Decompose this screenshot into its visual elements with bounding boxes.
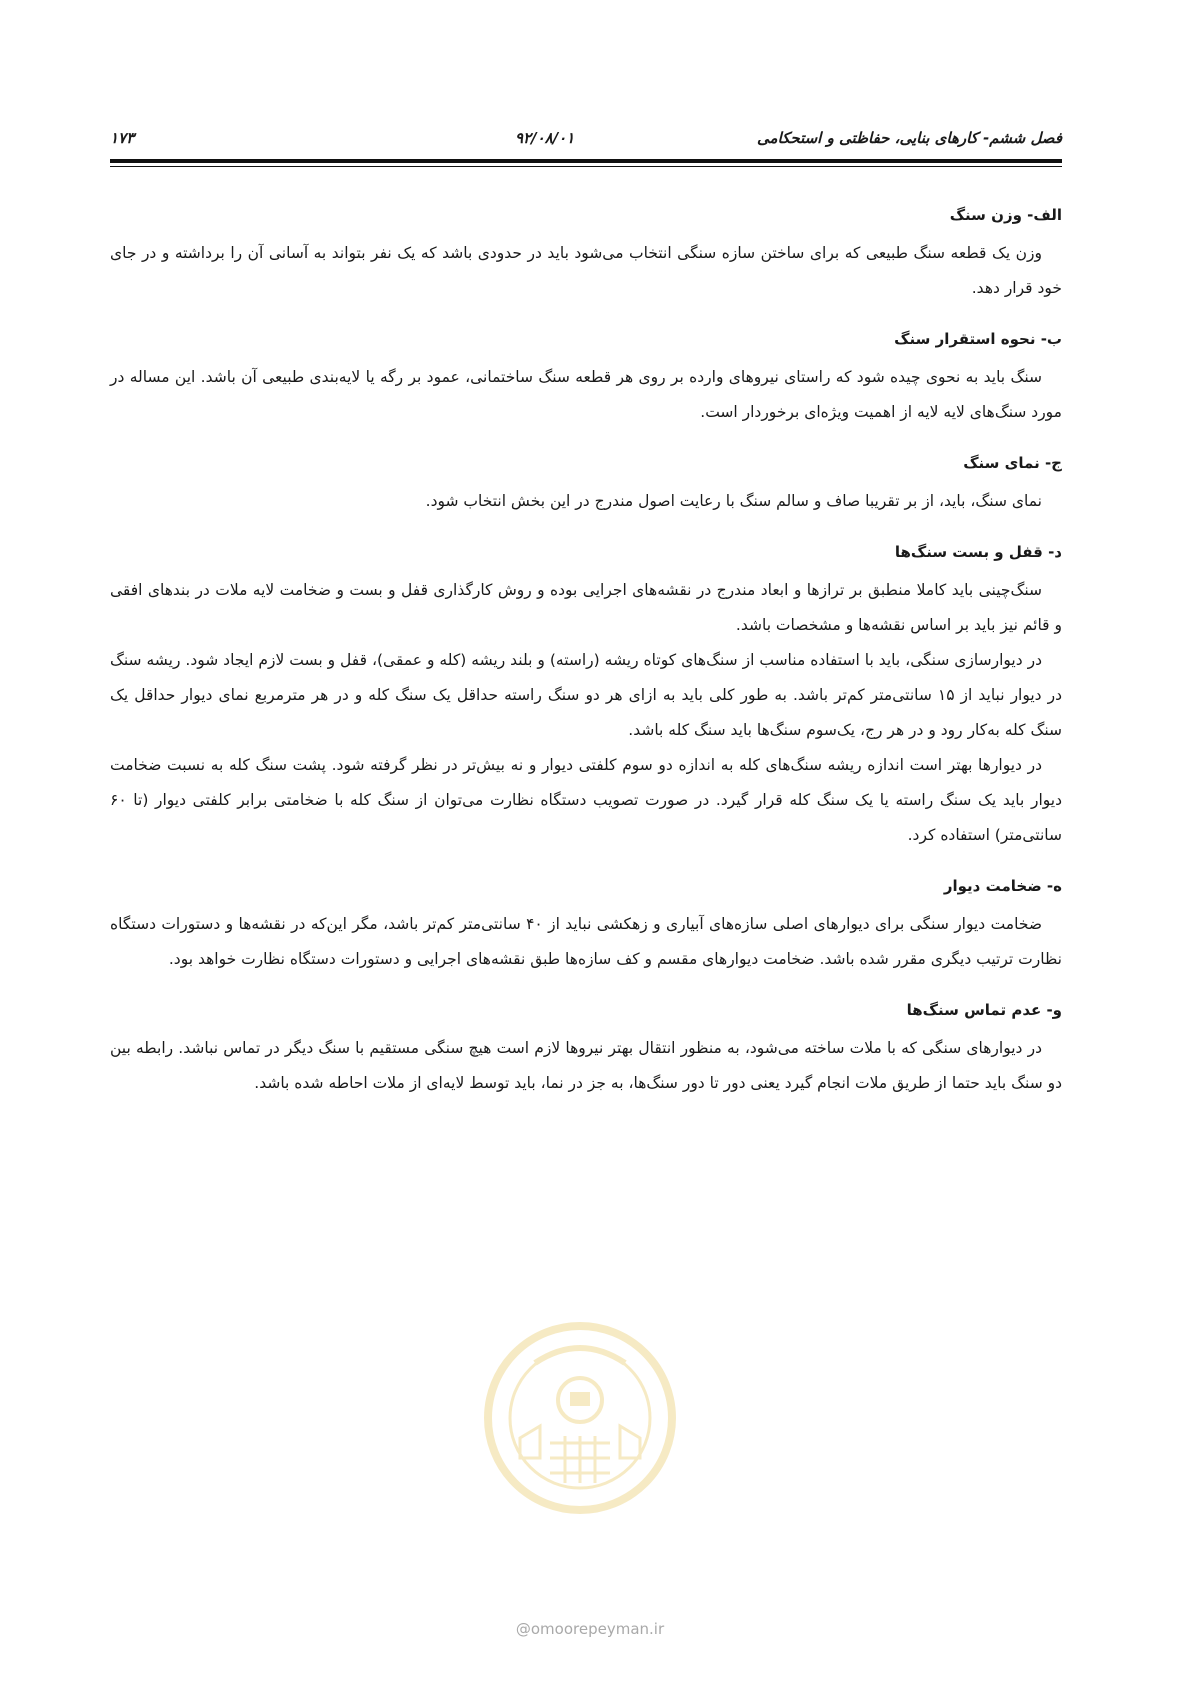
- section-title: د- قفل و بست سنگ‌ها: [894, 543, 1062, 561]
- watermark-text: @omoorepeyman.ir: [515, 1620, 665, 1638]
- paragraph: در دیوارهای سنگی که با ملات ساخته می‌شود، به منظور انتقال بهتر نیروها لازم است هیچ سنگی مستقیم با سنگ دیگر در تماس نباشد. رابطه بین دو سنگ باید حتما از طریق ملات انجام گیرد یعنی دور تا دور سنگ‌ها، به جز در نما، باید توسط لایه‌ای از ملات احاطه شده باشد.: [110, 1039, 1062, 1092]
- section-title: ه- ضخامت دیوار: [943, 877, 1062, 895]
- page-number: ۱۷۳: [110, 129, 135, 147]
- section-thickness: [110, 871, 1062, 977]
- section-no-contact: [110, 995, 1062, 1101]
- paragraph: وزن یک قطعه سنگ طبیعی که برای ساختن سازه سنگی انتخاب می‌شود باید در حدودی باشد که یک نفر بتواند به آسانی آن را برداشته و در جای خود قرار دهد.: [110, 244, 1062, 297]
- paragraph: ضخامت دیوار سنگی برای دیوارهای اصلی سازه‌های آبیاری و زهکشی نباید از ۴۰ سانتی‌متر کم‌تر باشد، مگر این‌که در نقشه‌ها و دستورات دستگاه نظارت ترتیب دیگری مقرر شده باشد. ضخامت دیوارهای مقسم و کف سازه‌ها طبق نقشه‌های اجرایی و دستورات دستگاه نظارت خواهد بود.: [110, 915, 1062, 968]
- section-weight: [110, 200, 1062, 306]
- watermark-seal-icon: [480, 1318, 680, 1518]
- section-bonding: [110, 537, 1062, 853]
- header-rule-thin: [110, 166, 1062, 167]
- section-title: ج- نمای سنگ: [963, 454, 1062, 472]
- section-title: ب- نحوه استقرار سنگ: [894, 330, 1062, 348]
- document-body: [110, 200, 1062, 1119]
- section-title: الف- وزن سنگ: [949, 206, 1062, 224]
- paragraph: در دیوارها بهتر است اندازه ریشه سنگ‌های کله به اندازه دو سوم کلفتی دیوار و نه بیش‌تر در نظر گرفته شود. پشت سنگ کله به نسبت ضخامت دیوار باید یک سنگ راسته یا یک سنگ کله قرار گیرد. در صورت تصویب دستگاه نظارت می‌توان از سنگ کله با ضخامتی برابر کلفتی دیوار (تا ۶۰ سانتی‌متر) استفاده کرد.: [110, 756, 1062, 844]
- paragraph: در دیوارسازی سنگی، باید با استفاده مناسب از سنگ‌های کوتاه ریشه (راسته) و بلند ریشه (کله و عمقی)، قفل و بست لازم ایجاد شود. ریشه سنگ در دیوار نباید از ۱۵ سانتی‌متر کم‌تر باشد. به طور کلی باید به ازای هر دو سنگ راسته حداقل یک سنگ کله و در هر مترمربع نمای دیوار حداقل یک سنگ کله به‌کار رود و در هر رج، یک‌سوم سنگ‌ها باید سنگ کله باشد.: [110, 651, 1062, 739]
- paragraph: سنگ‌چینی باید کاملا منطبق بر ترازها و ابعاد مندرج در نقشه‌های اجرایی بوده و روش کارگذاری قفل و بست و ضخامت لایه ملات در بندهای افقی و قائم نیز باید بر اساس نقشه‌ها و مشخصات باشد.: [110, 581, 1062, 634]
- section-face: [110, 448, 1062, 519]
- section-title: و- عدم تماس سنگ‌ها: [906, 1001, 1062, 1019]
- header-date: ۹۲/۰۸/۰۱: [515, 129, 575, 147]
- paragraph: سنگ باید به نحوی چیده شود که راستای نیروهای وارده بر روی هر قطعه سنگ ساختمانی، عمود بر رگه یا لایه‌بندی طبیعی آن باشد. این مساله در مورد سنگ‌های لایه لایه از اهمیت ویژه‌ای برخوردار است.: [110, 368, 1062, 421]
- section-placement: [110, 324, 1062, 430]
- chapter-title: فصل ششم- کارهای بنایی، حفاظتی و استحکامی: [757, 129, 1062, 147]
- paragraph: نمای سنگ، باید، از بر تقریبا صاف و سالم سنگ با رعایت اصول مندرج در این بخش انتخاب شود.: [425, 492, 1042, 510]
- header-rule-thick: [110, 159, 1062, 163]
- page-header: [110, 125, 1062, 155]
